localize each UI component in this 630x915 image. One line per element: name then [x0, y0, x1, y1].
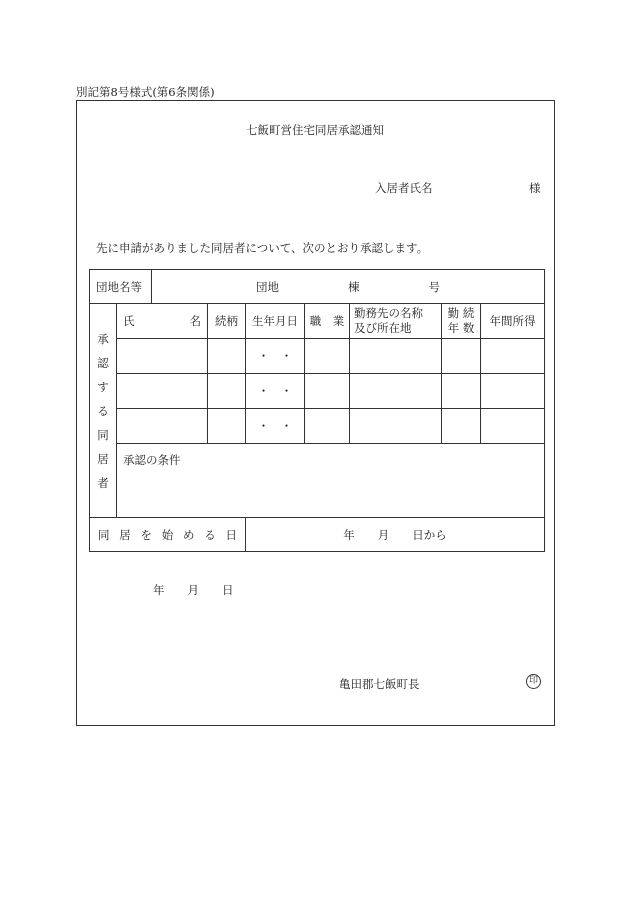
recipient-suffix: 様 [529, 181, 541, 195]
cell-occupation [305, 409, 350, 444]
start-label-char: め [183, 527, 195, 542]
cell-relation [208, 374, 246, 409]
header-workplace [350, 304, 442, 339]
intro-text: 先に申請がありました同居者について、次のとおり承認します。 [96, 241, 429, 255]
cell-occupation [305, 374, 350, 409]
section-label-char: る [97, 403, 109, 418]
header-birthdate: 生年月日 [246, 304, 305, 339]
cell-name [117, 374, 208, 409]
header-occupation: 職 業 [305, 304, 350, 339]
header-relation: 続柄 [208, 304, 246, 339]
cell-name [117, 409, 208, 444]
section-label-char: 認 [97, 355, 109, 370]
cell-years [442, 339, 481, 374]
start-label-char: 居 [119, 527, 131, 542]
cell-workplace [350, 409, 442, 444]
cell-years [442, 409, 481, 444]
cell-name [117, 339, 208, 374]
section-label-char: す [97, 379, 109, 394]
start-label-char: 日 [225, 527, 237, 542]
cell-occupation [305, 339, 350, 374]
start-label-char: 始 [161, 527, 174, 542]
header-income: 年間所得 [481, 304, 545, 339]
start-label-char: 同 [98, 527, 110, 542]
conditions-cell: 承認の条件 [117, 444, 545, 518]
estate-value-cell: 団地 棟 号 [152, 270, 545, 304]
cell-relation [208, 409, 246, 444]
cell-income [481, 374, 545, 409]
table-row [90, 339, 545, 374]
cell-years [442, 374, 481, 409]
seal-mark: 印 [526, 674, 541, 689]
section-label-char: 者 [97, 475, 109, 490]
recipient-label: 入居者氏名 [375, 181, 433, 195]
start-date-value-cell: 年 月 日から [246, 518, 545, 552]
cell-birthdate: ・ ・ [246, 409, 305, 444]
cell-income [481, 339, 545, 374]
issuer-name: 亀田郡七飯町長 [339, 677, 420, 691]
form-reference-label: 別記第8号様式(第6条関係) [76, 85, 215, 99]
section-label-cell [90, 304, 117, 518]
start-date-label-cell [90, 518, 246, 552]
start-label-char: を [140, 527, 152, 542]
start-label-char: る [204, 527, 216, 542]
header-years-line1: 勤 続 [447, 306, 475, 320]
header-name-first: 氏 [123, 314, 135, 328]
approval-table [89, 269, 545, 552]
section-label-char: 同 [97, 427, 109, 442]
header-name [117, 304, 208, 339]
header-years-line2: 年 数 [447, 321, 475, 335]
header-workplace-line2: 及び所在地 [354, 321, 412, 335]
table-row [90, 374, 545, 409]
table-row [90, 409, 545, 444]
cell-workplace [350, 374, 442, 409]
estate-label-cell: 団地名等 [90, 270, 152, 304]
cell-workplace [350, 339, 442, 374]
header-years [442, 304, 481, 339]
cell-income [481, 409, 545, 444]
header-name-last: 名 [189, 314, 201, 328]
cell-birthdate: ・ ・ [246, 374, 305, 409]
issue-date-line: 年 月 日 [153, 583, 234, 597]
header-workplace-line1: 勤務先の名称 [354, 306, 423, 320]
document-title: 七飯町営住宅同居承認通知 [246, 123, 384, 137]
section-label-char: 居 [97, 451, 109, 466]
cell-relation [208, 339, 246, 374]
cell-birthdate: ・ ・ [246, 339, 305, 374]
section-label-char: 承 [97, 331, 109, 346]
